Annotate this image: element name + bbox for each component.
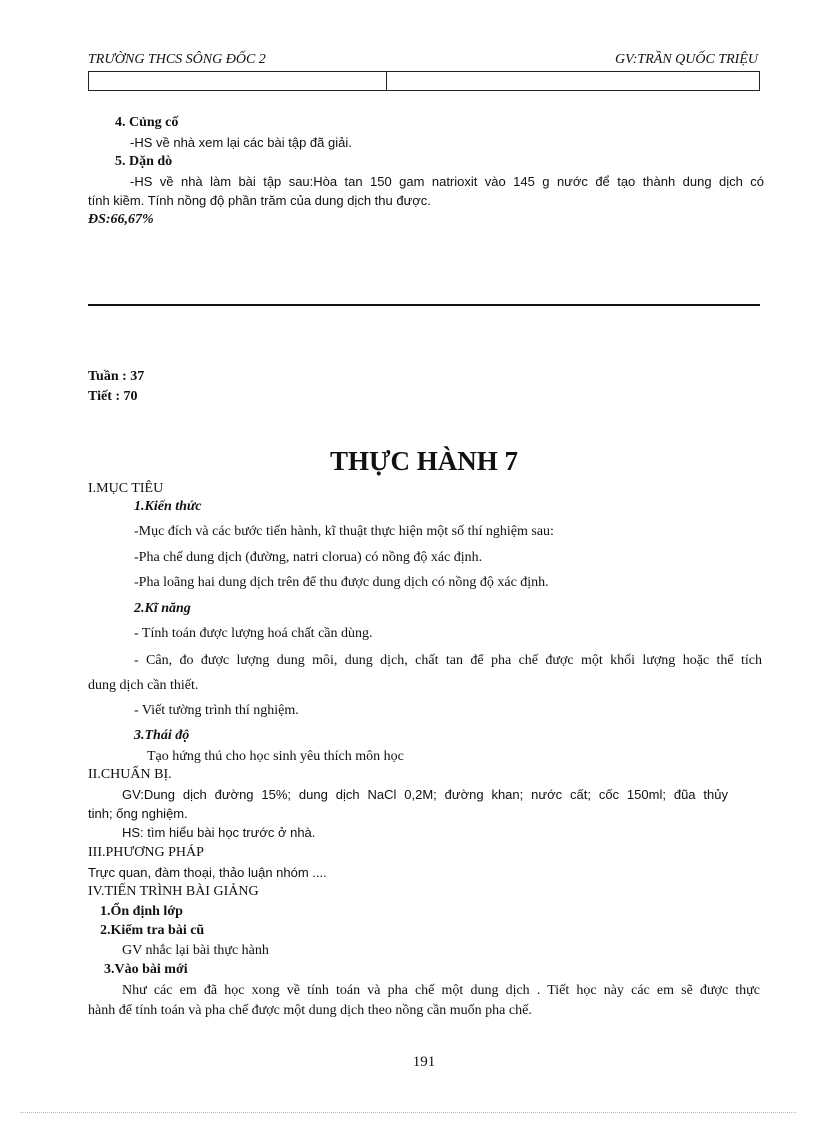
section-4-title: 4. Củng cố xyxy=(115,115,179,130)
attitude-text: Tạo hứng thú cho học sinh yêu thích môn học xyxy=(147,749,404,764)
section-5-text-line2: tính kiềm. Tính nồng độ phần trăm của dung dịch thu được. xyxy=(88,193,431,208)
skills-heading: 2.Kĩ năng xyxy=(134,601,191,616)
knowledge-item: -Mục đích và các bước tiến hành, kĩ thuật thực hiện một số thí nghiệm sau: xyxy=(134,524,554,539)
knowledge-heading: 1.Kiến thức xyxy=(134,499,202,514)
process-step1: 1.Ổn định lớp xyxy=(100,904,183,919)
attitude-heading: 3.Thái độ xyxy=(134,728,190,743)
process-heading: IV.TIẾN TRÌNH BÀI GIẢNG xyxy=(88,884,259,899)
process-step3-line2: hành để tính toán và pha chế được một dung dịch theo nồng cần muốn pha chế. xyxy=(88,1003,532,1018)
process-step3: 3.Vào bài mới xyxy=(104,962,188,977)
answer: ĐS:66,67% xyxy=(88,212,154,227)
section-5-title: 5. Dặn dò xyxy=(115,154,173,169)
process-step2: 2.Kiểm tra bài cũ xyxy=(100,923,205,938)
skills-item: - Tính toán được lượng hoá chất cần dùng. xyxy=(134,626,373,641)
preparation-heading: II.CHUẨN BỊ. xyxy=(88,767,172,782)
header-teacher: GV:TRẦN QUỐC TRIỆU xyxy=(615,52,758,67)
skills-item: dung dịch cần thiết. xyxy=(88,678,199,693)
knowledge-item: -Pha loãng hai dung dịch trên để thu được dung dịch có nồng độ xác định. xyxy=(134,575,549,590)
process-step3-line1: Như các em đã học xong về tính toán và pha chế một dung dịch . Tiết học này các em sẽ được thực xyxy=(122,983,760,998)
skills-item: - Viết tường trình thí nghiệm. xyxy=(134,703,299,718)
skills-item: - Cân, đo được lượng dung môi, dung dịch, chất tan để pha chế được một khối lượng hoặc thể tích xyxy=(134,653,762,668)
header-table xyxy=(88,72,760,91)
knowledge-item: -Pha chế dung dịch (đường, natri clorua) có nồng độ xác định. xyxy=(134,550,483,565)
process-step2-text: GV nhắc lại bài thực hành xyxy=(122,943,269,958)
lesson-title: THỰC HÀNH 7 xyxy=(330,446,518,476)
section-4-text: -HS về nhà xem lại các bài tập đã giải. xyxy=(130,135,352,150)
section-divider xyxy=(88,304,760,306)
period-label: Tiết : 70 xyxy=(88,389,138,404)
preparation-gv-line1: GV:Dung dịch đường 15%; dung dịch NaCl 0,2M; đường khan; nước cất; cốc 150ml; đũa thủy xyxy=(122,787,728,802)
page-number: 191 xyxy=(412,1054,436,1070)
preparation-hs-line: HS: tìm hiểu bài học trước ở nhà. xyxy=(122,825,316,840)
page-bottom-border xyxy=(20,1112,796,1113)
preparation-gv-line2: tinh; ống nghiệm. xyxy=(88,806,188,821)
week-label: Tuần : 37 xyxy=(88,369,145,384)
header-school: TRƯỜNG THCS SÔNG ĐỐC 2 xyxy=(88,52,266,67)
method-heading: III.PHƯƠNG PHÁP xyxy=(88,845,204,860)
method-text: Trực quan, đàm thoại, thảo luận nhóm .... xyxy=(88,865,327,880)
objectives-heading: I.MỤC TIÊU xyxy=(88,481,164,496)
section-5-text-line1: -HS về nhà làm bài tập sau:Hòa tan 150 gam natrioxit vào 145 g nước để tạo thành dung dịch có xyxy=(130,174,764,189)
